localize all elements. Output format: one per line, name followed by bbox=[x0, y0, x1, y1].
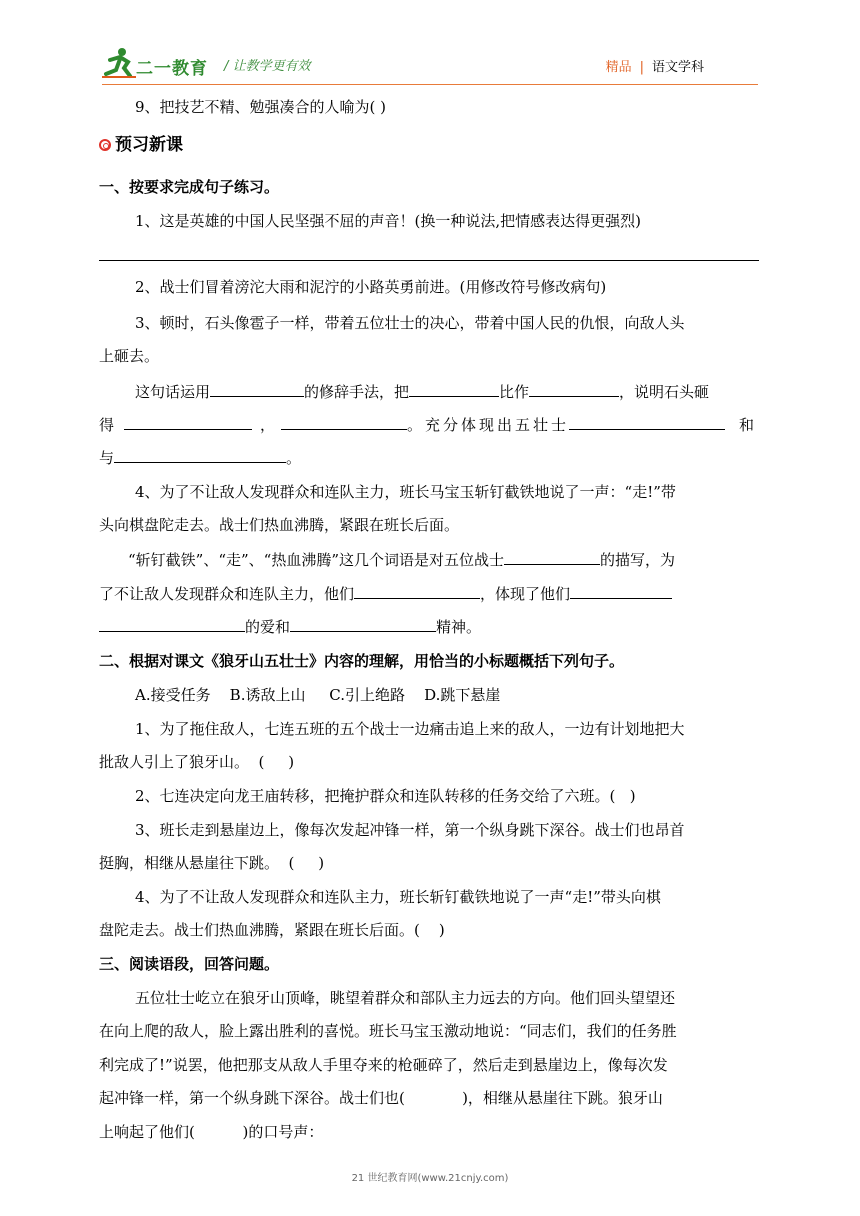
blank-field[interactable] bbox=[529, 380, 619, 397]
header-right bbox=[606, 56, 704, 75]
logo bbox=[100, 46, 225, 80]
question-9: 9、把技艺不精、勉强凑合的人喻为( ) bbox=[135, 98, 387, 116]
s2-question-1-line-1: 1、为了拖住敌人，七连五班的五个战士一边痛击追上来的敌人，一边有计划地把大 bbox=[135, 720, 685, 738]
s2-question-3-line-1: 3、班长走到悬崖边上，像每次发起冲锋一样，第一个纵身跳下深谷。战士们也昂首 bbox=[135, 821, 685, 839]
logo-text: 二一教育 bbox=[136, 59, 208, 79]
subject-label: 语文学科 bbox=[651, 60, 704, 75]
text-fragment: 和 bbox=[739, 416, 755, 434]
text-fragment: 的描写，为 bbox=[600, 551, 676, 569]
text-fragment: 的爱和 bbox=[245, 618, 291, 636]
blank-field[interactable] bbox=[210, 380, 304, 397]
s3-paragraph-line-2: 在向上爬的敌人，脸上露出胜利的喜悦。班长马宝玉激动地说：“同志们，我们的任务胜 bbox=[99, 1022, 677, 1040]
blank-field[interactable] bbox=[354, 582, 480, 599]
s1-q3-fill-line-3 bbox=[99, 446, 301, 469]
s2-question-2: 2、七连决定向龙王庙转移，把掩护群众和连队转移的任务交给了六班。( ) bbox=[135, 787, 636, 805]
text-fragment: 得 bbox=[99, 416, 115, 434]
s1-question-4-line-2: 头向棋盘陀走去。战士们热血沸腾，紧跟在班长后面。 bbox=[99, 516, 460, 534]
page-footer: 21 世纪教育网(www.21cnjy.com) bbox=[351, 1173, 509, 1184]
s2-question-4-line-1: 4、为了不让敌人发现群众和连队主力，班长斩钉截铁地说了一声“走!”带头向棋 bbox=[135, 888, 661, 906]
blank-field[interactable] bbox=[569, 413, 725, 430]
s3-paragraph-line-5: 上响起了他们( )的口号声： bbox=[99, 1123, 324, 1141]
blank-field[interactable] bbox=[570, 582, 672, 599]
s1-question-2: 2、战士们冒着滂沱大雨和泥泞的小路英勇前进。(用修改符号修改病句) bbox=[135, 278, 607, 296]
s1-question-3-line-1: 3、顿时，石头像雹子一样，带着五位壮士的决心，带着中国人民的仇恨，向敌人头 bbox=[135, 314, 685, 332]
slogan: / 让教学更有效 bbox=[224, 59, 311, 74]
section-1-title: 一、按要求完成句子练习。 bbox=[99, 178, 280, 196]
text-fragment: ，说明石头砸 bbox=[619, 383, 710, 401]
s3-paragraph-line-4: 起冲锋一样，第一个纵身跳下深谷。战士们也( )，相继从悬崖往下跳。狼牙山 bbox=[99, 1089, 663, 1107]
blank-field[interactable] bbox=[409, 380, 499, 397]
text-fragment: ， bbox=[260, 416, 276, 434]
s2-question-4-line-2: 盘陀走去。战士们热血沸腾，紧跟在班长后面。( ) bbox=[99, 921, 445, 939]
s3-paragraph-line-3: 利完成了!”说罢，他把那支从敌人手里夺来的枪砸碎了，然后走到悬崖边上，像每次发 bbox=[99, 1056, 668, 1074]
s2-question-3-line-2: 挺胸，相继从悬崖往下跳。 ( ) bbox=[99, 854, 325, 872]
text-fragment: 这句话运用 bbox=[135, 383, 211, 401]
s1-question-1: 1、这是英雄的中国人民坚强不屈的声音！(换一种说法,把情感表达得更强烈) bbox=[135, 212, 642, 230]
header-rule bbox=[102, 84, 758, 85]
blank-field[interactable] bbox=[281, 413, 407, 430]
blank-field[interactable] bbox=[114, 446, 286, 463]
blank-field[interactable] bbox=[290, 615, 436, 632]
quality-tag: 精品 bbox=[605, 60, 632, 75]
s1-question-3-line-2: 上砸去。 bbox=[99, 347, 160, 365]
text-fragment: “斩钉截铁”、“走”、“热血沸腾”这几个词语是对五位战士 bbox=[128, 551, 505, 569]
runner-logo-icon bbox=[100, 46, 140, 80]
blank-field[interactable] bbox=[99, 615, 245, 632]
blank-field[interactable] bbox=[124, 413, 252, 430]
answer-line[interactable] bbox=[99, 260, 759, 261]
page-header bbox=[100, 46, 760, 86]
s3-paragraph-line-1: 五位壮士屹立在狼牙山顶峰，眺望着群众和部队主力远去的方向。他们回头望望还 bbox=[135, 989, 676, 1007]
text-fragment: 了不让敌人发现群众和连队主力，他们 bbox=[99, 585, 355, 603]
separator: | bbox=[639, 60, 644, 75]
text-fragment: 精神。 bbox=[436, 618, 482, 636]
s1-q4-fill-line-2 bbox=[99, 582, 672, 605]
s1-q3-fill-line-2 bbox=[99, 413, 754, 436]
text-fragment: 。 bbox=[286, 449, 302, 467]
s2-options: A.接受任务 B.诱敌上山 C.引上绝路 D.跳下悬崖 bbox=[135, 686, 501, 704]
s2-question-1-line-2: 批敌人引上了狼牙山。 ( ) bbox=[99, 753, 295, 771]
bullet-circle-icon bbox=[99, 139, 111, 151]
text-fragment: 。充分体现出五壮士 bbox=[407, 416, 570, 434]
section-2-title: 二、根据对课文《狼牙山五壮士》内容的理解，用恰当的小标题概括下列句子。 bbox=[99, 652, 625, 670]
blank-field[interactable] bbox=[504, 548, 600, 565]
s1-question-4-line-1: 4、为了不让敌人发现群众和连队主力，班长马宝玉斩钉截铁地说了一声：“走!”带 bbox=[135, 483, 676, 501]
text-fragment: 的修辞手法，把 bbox=[304, 383, 410, 401]
s1-q4-fill-line-1 bbox=[128, 548, 675, 571]
text-fragment: 与 bbox=[99, 449, 115, 467]
section-3-title: 三、阅读语段，回答问题。 bbox=[99, 955, 280, 973]
text-fragment: ，体现了他们 bbox=[480, 585, 571, 603]
s1-q3-fill-line-1 bbox=[135, 380, 709, 403]
text-fragment: 比作 bbox=[499, 383, 530, 401]
preview-title-text: 预习新课 bbox=[115, 135, 183, 155]
section-preview-title bbox=[99, 134, 183, 156]
s1-q4-fill-line-3 bbox=[99, 615, 481, 638]
